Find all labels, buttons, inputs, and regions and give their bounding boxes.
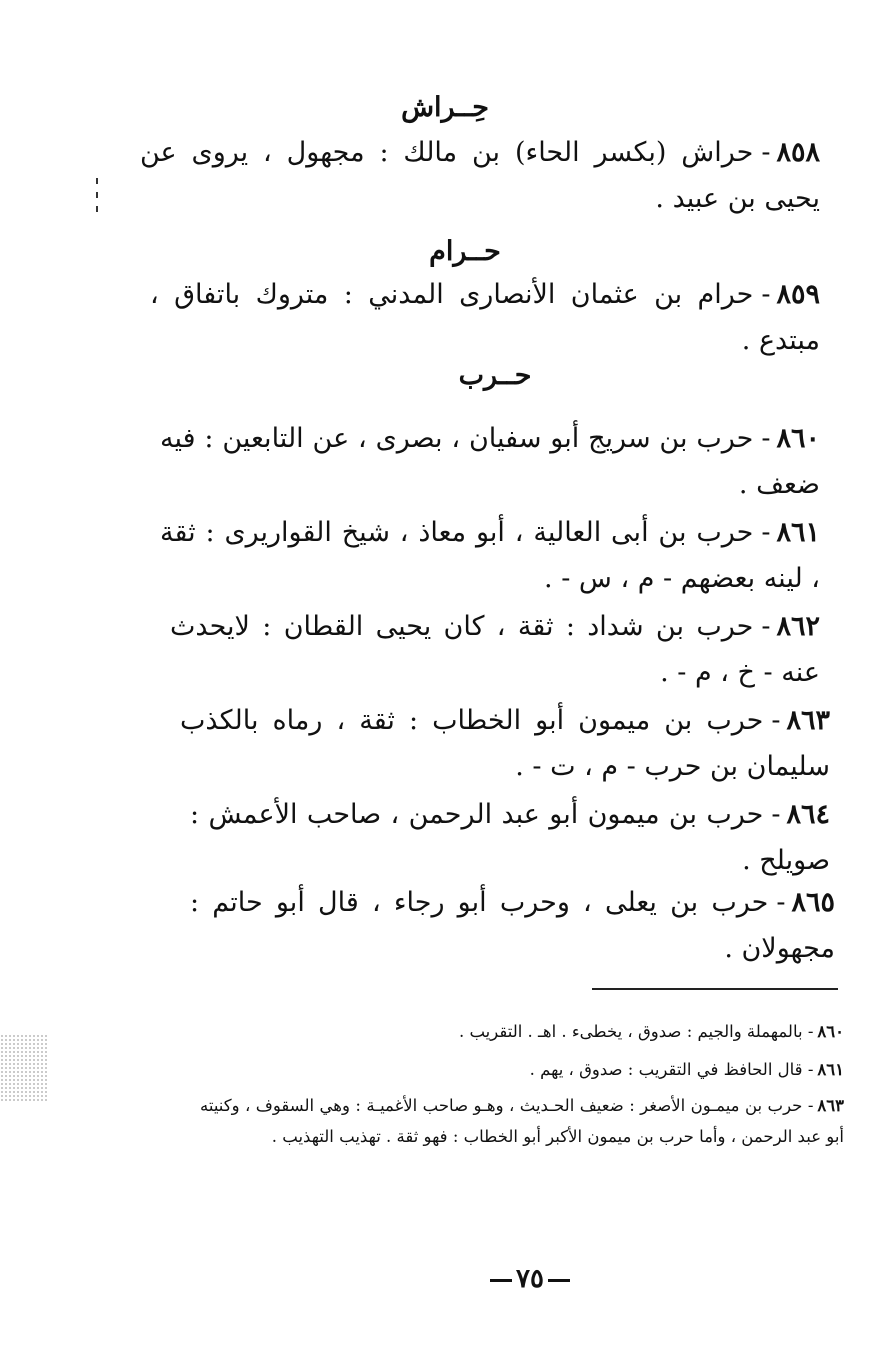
page-number bbox=[470, 1264, 590, 1294]
entry-861 bbox=[160, 510, 820, 602]
footnote-860 bbox=[380, 1016, 844, 1047]
page-number-bar-left bbox=[490, 1279, 512, 1282]
entry-dash: - bbox=[761, 279, 771, 310]
footnote-number: ٨٦١ bbox=[817, 1060, 844, 1079]
footnote-text: قال الحافظ في التقريب : صدوق ، يهم . bbox=[529, 1060, 803, 1079]
footnote-dash: - bbox=[807, 1060, 814, 1079]
section-heading-harb: حــرب bbox=[458, 360, 532, 391]
footnote-dash: - bbox=[807, 1022, 814, 1041]
entry-number: ٨٦٣ bbox=[786, 705, 830, 736]
entry-number: ٨٦١ bbox=[776, 517, 820, 548]
scan-speckle bbox=[0, 1034, 48, 1102]
entry-text: حراش (بكسر الحاء) بن مالك : مجهول ، يروى عن يحيى بن عبيد . bbox=[140, 137, 820, 214]
entry-865 bbox=[190, 880, 835, 972]
page-number-bar-right bbox=[548, 1279, 570, 1282]
entry-860 bbox=[160, 416, 820, 508]
footnote-text: حرب بن ميمـون الأصغر : ضعيف الحـديث ، وهـو صاحب الأغميـة : وهي السقوف ، وكنيته أبو عبد الرحمن ، وأما حرب بن ميمون الأكبر أبو الخطاب : فهو ثقة . تهذيب التهذيب . bbox=[200, 1096, 844, 1146]
footnote-rule bbox=[592, 988, 838, 990]
entry-number: ٨٦٠ bbox=[776, 423, 820, 454]
entry-text: حرب بن أبى العالية ، أبو معاذ ، شيخ القواريرى : ثقة ، لينه بعضهم - م ، س - . bbox=[160, 517, 820, 594]
entry-text: حرب بن شداد : ثقة ، كان يحيى القطان : لايحدث عنه - خ ، م - . bbox=[170, 611, 820, 688]
entry-859 bbox=[150, 272, 820, 364]
footnote-number: ٨٦٣ bbox=[817, 1096, 844, 1115]
entry-862 bbox=[170, 604, 820, 696]
entry-number: ٨٥٨ bbox=[776, 137, 820, 168]
entry-number: ٨٦٥ bbox=[791, 887, 835, 918]
footnote-dash: - bbox=[807, 1096, 814, 1115]
entry-858 bbox=[140, 130, 820, 222]
entry-text: حرب بن سريج أبو سفيان ، بصرى ، عن التابعين : فيه ضعف . bbox=[160, 423, 820, 500]
entry-text: حرب بن ميمون أبو الخطاب : ثقة ، رماه بالكذب سليمان بن حرب - م ، ت - . bbox=[180, 705, 830, 782]
entry-dash: - bbox=[761, 517, 771, 548]
entry-dash: - bbox=[776, 887, 786, 918]
entry-number: ٨٦٤ bbox=[786, 799, 830, 830]
entry-dash: - bbox=[761, 137, 771, 168]
entry-text: حرب بن ميمون أبو عبد الرحمن ، صاحب الأعمش : صويلح . bbox=[190, 799, 830, 876]
entry-dash: - bbox=[761, 423, 771, 454]
entry-864 bbox=[190, 792, 830, 884]
entry-number: ٨٥٩ bbox=[776, 279, 820, 310]
entry-dash: - bbox=[761, 611, 771, 642]
section-heading-haram: حــرام bbox=[429, 236, 501, 267]
entry-text: حرام بن عثمان الأنصارى المدني : متروك باتفاق ، مبتدع . bbox=[150, 279, 820, 356]
entry-dash: - bbox=[771, 799, 781, 830]
footnote-863 bbox=[200, 1090, 844, 1152]
entry-863 bbox=[180, 698, 830, 790]
footnote-text: بالمهملة والجيم : صدوق ، يخطىء . اهـ . التقريب . bbox=[458, 1022, 803, 1041]
page-number-value: ٧٥ bbox=[516, 1264, 544, 1294]
entry-number: ٨٦٢ bbox=[776, 611, 820, 642]
section-heading-hirash: حِــراش bbox=[401, 92, 489, 123]
margin-mark bbox=[96, 178, 98, 212]
footnote-861 bbox=[460, 1054, 844, 1085]
entry-dash: - bbox=[771, 705, 781, 736]
entry-text: حرب بن يعلى ، وحرب أبو رجاء ، قال أبو حاتم : مجهولان . bbox=[190, 887, 835, 964]
footnote-number: ٨٦٠ bbox=[817, 1022, 844, 1041]
